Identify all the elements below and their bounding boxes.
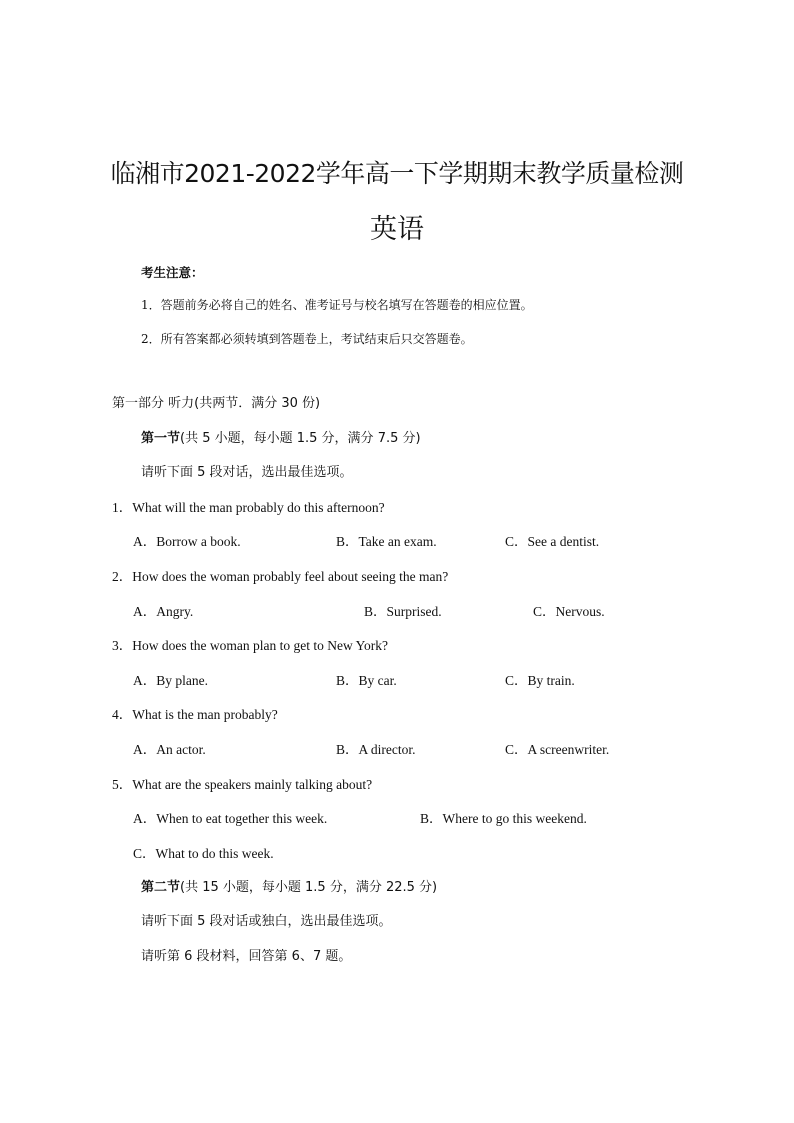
option-b: B．By car. (336, 673, 397, 688)
option-b: B．Take an exam. (336, 534, 437, 549)
section1-label: 第一节 (141, 431, 181, 446)
option-c: C．What to do this week. (133, 846, 274, 861)
option-b: B．A director. (336, 742, 416, 757)
section1-heading (141, 427, 421, 446)
section2-material: 请听第 6 段材料，回答第 6、7 题。 (141, 949, 352, 964)
exam-title: 临湘市2021-2022学年高一下学期期末教学质量检测 (110, 159, 684, 188)
option-b: B．Surprised. (364, 604, 442, 619)
section1-info: (共 5 小题，每小题 1.5 分，满分 7.5 分) (180, 431, 421, 446)
question-stem: 3．How does the woman plan to get to New York? (112, 638, 388, 653)
section2-heading (141, 876, 437, 895)
option-a: A．By plane. (133, 673, 208, 688)
option-a: A．Borrow a book. (133, 534, 241, 549)
question-stem: 1．What will the man probably do this afternoon? (112, 500, 385, 515)
option-a: A．An actor. (133, 742, 206, 757)
option-a: A．Angry. (133, 604, 194, 619)
part1-heading: 第一部分 听力(共两节．满分 30 份) (112, 396, 321, 411)
notice-item-2: 2．所有答案都必须转填到答题卷上，考试结束后只交答题卷。 (141, 332, 473, 346)
question-stem: 5．What are the speakers mainly talking about? (112, 777, 373, 792)
question-stem: 4．What is the man probably? (112, 707, 278, 722)
option-a: A．When to eat together this week. (133, 811, 328, 826)
option-c: C．By train. (505, 673, 575, 688)
section2-info: (共 15 小题，每小题 1.5 分，满分 22.5 分) (180, 880, 438, 895)
option-c: C．See a dentist. (505, 534, 600, 549)
section1-instruction: 请听下面 5 段对话，选出最佳选项。 (141, 465, 353, 480)
option-c: C．A screenwriter. (505, 742, 610, 757)
notice-heading: 考生注意： (141, 265, 204, 280)
section2-instruction: 请听下面 5 段对话或独白，选出最佳选项。 (141, 914, 392, 929)
option-c: C．Nervous. (533, 604, 605, 619)
question-stem: 2．How does the woman probably feel about seeing the man? (112, 569, 449, 584)
notice-item-1: 1．答题前务必将自己的姓名、准考证号与校名填写在答题卷的相应位置。 (141, 298, 533, 312)
section2-label: 第二节 (141, 880, 181, 895)
subject-title: 英语 (370, 214, 424, 245)
option-b: B．Where to go this weekend. (420, 811, 587, 826)
